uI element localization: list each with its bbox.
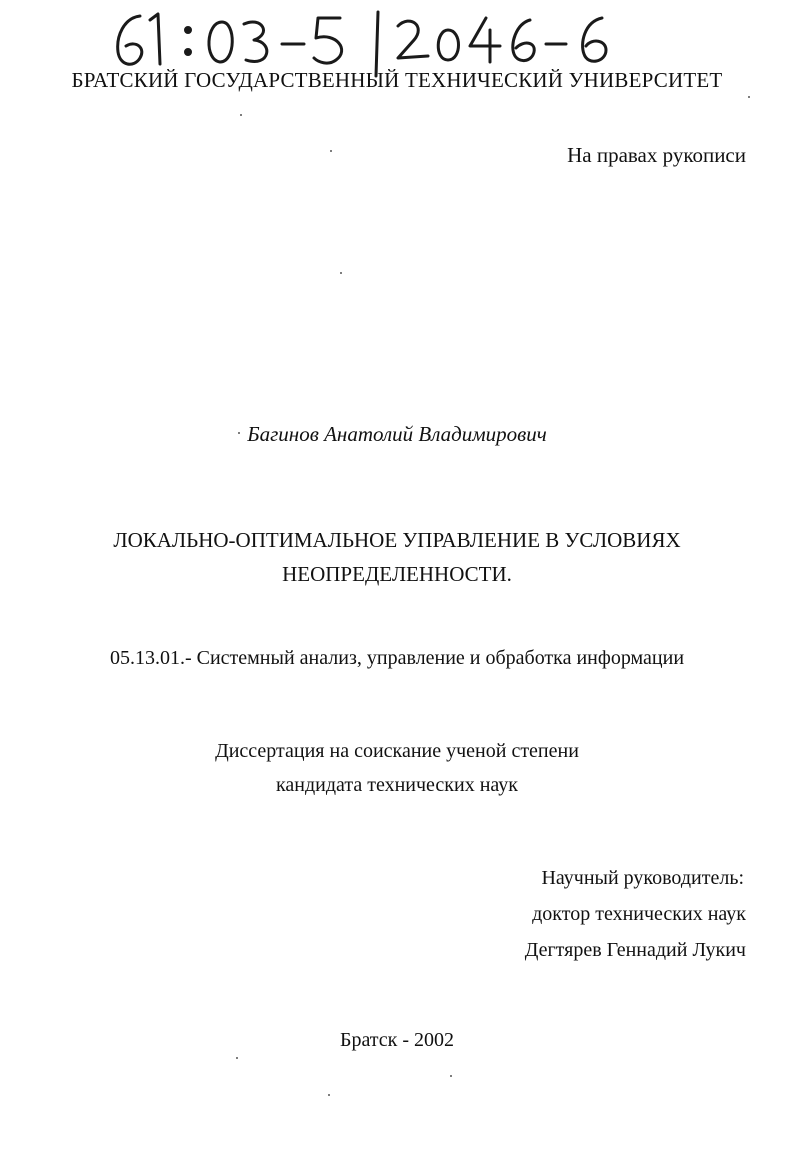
rights-note: На правах рукописи <box>567 143 746 167</box>
scan-speck <box>328 1094 330 1096</box>
scan-speck <box>238 432 240 434</box>
scan-speck <box>236 1057 238 1059</box>
author-name: Багинов Анатолий Владимирович <box>247 422 547 446</box>
scan-speck <box>450 1075 452 1077</box>
dissertation-title-line-2: НЕОПРЕДЕЛЕННОСТИ. <box>282 562 512 586</box>
scan-speck <box>330 150 332 152</box>
scan-speck <box>748 96 750 98</box>
city-year: Братск - 2002 <box>339 1029 455 1051</box>
degree-line-1: Диссертация на соискание ученой степени <box>215 740 579 762</box>
university-name: БРАТСКИЙ ГОСУДАРСТВЕННЫЙ ТЕХНИЧЕСКИЙ УНИВЕРСИТЕТ <box>71 68 723 92</box>
dissertation-title-line-1: ЛОКАЛЬНО-ОПТИМАЛЬНОЕ УПРАВЛЕНИЕ В УСЛОВИЯХ <box>113 528 681 552</box>
supervisor-degree: доктор технических наук <box>532 903 746 925</box>
scan-speck <box>340 272 342 274</box>
supervisor-name: Дегтярев Геннадий Лукич <box>524 939 746 961</box>
specialty-code: 05.13.01.- Системный анализ, управление и обработка информации <box>109 647 685 669</box>
supervisor-label: Научный руководитель: <box>541 867 744 889</box>
scan-speck <box>240 114 242 116</box>
degree-line-2: кандидата технических наук <box>275 774 519 796</box>
